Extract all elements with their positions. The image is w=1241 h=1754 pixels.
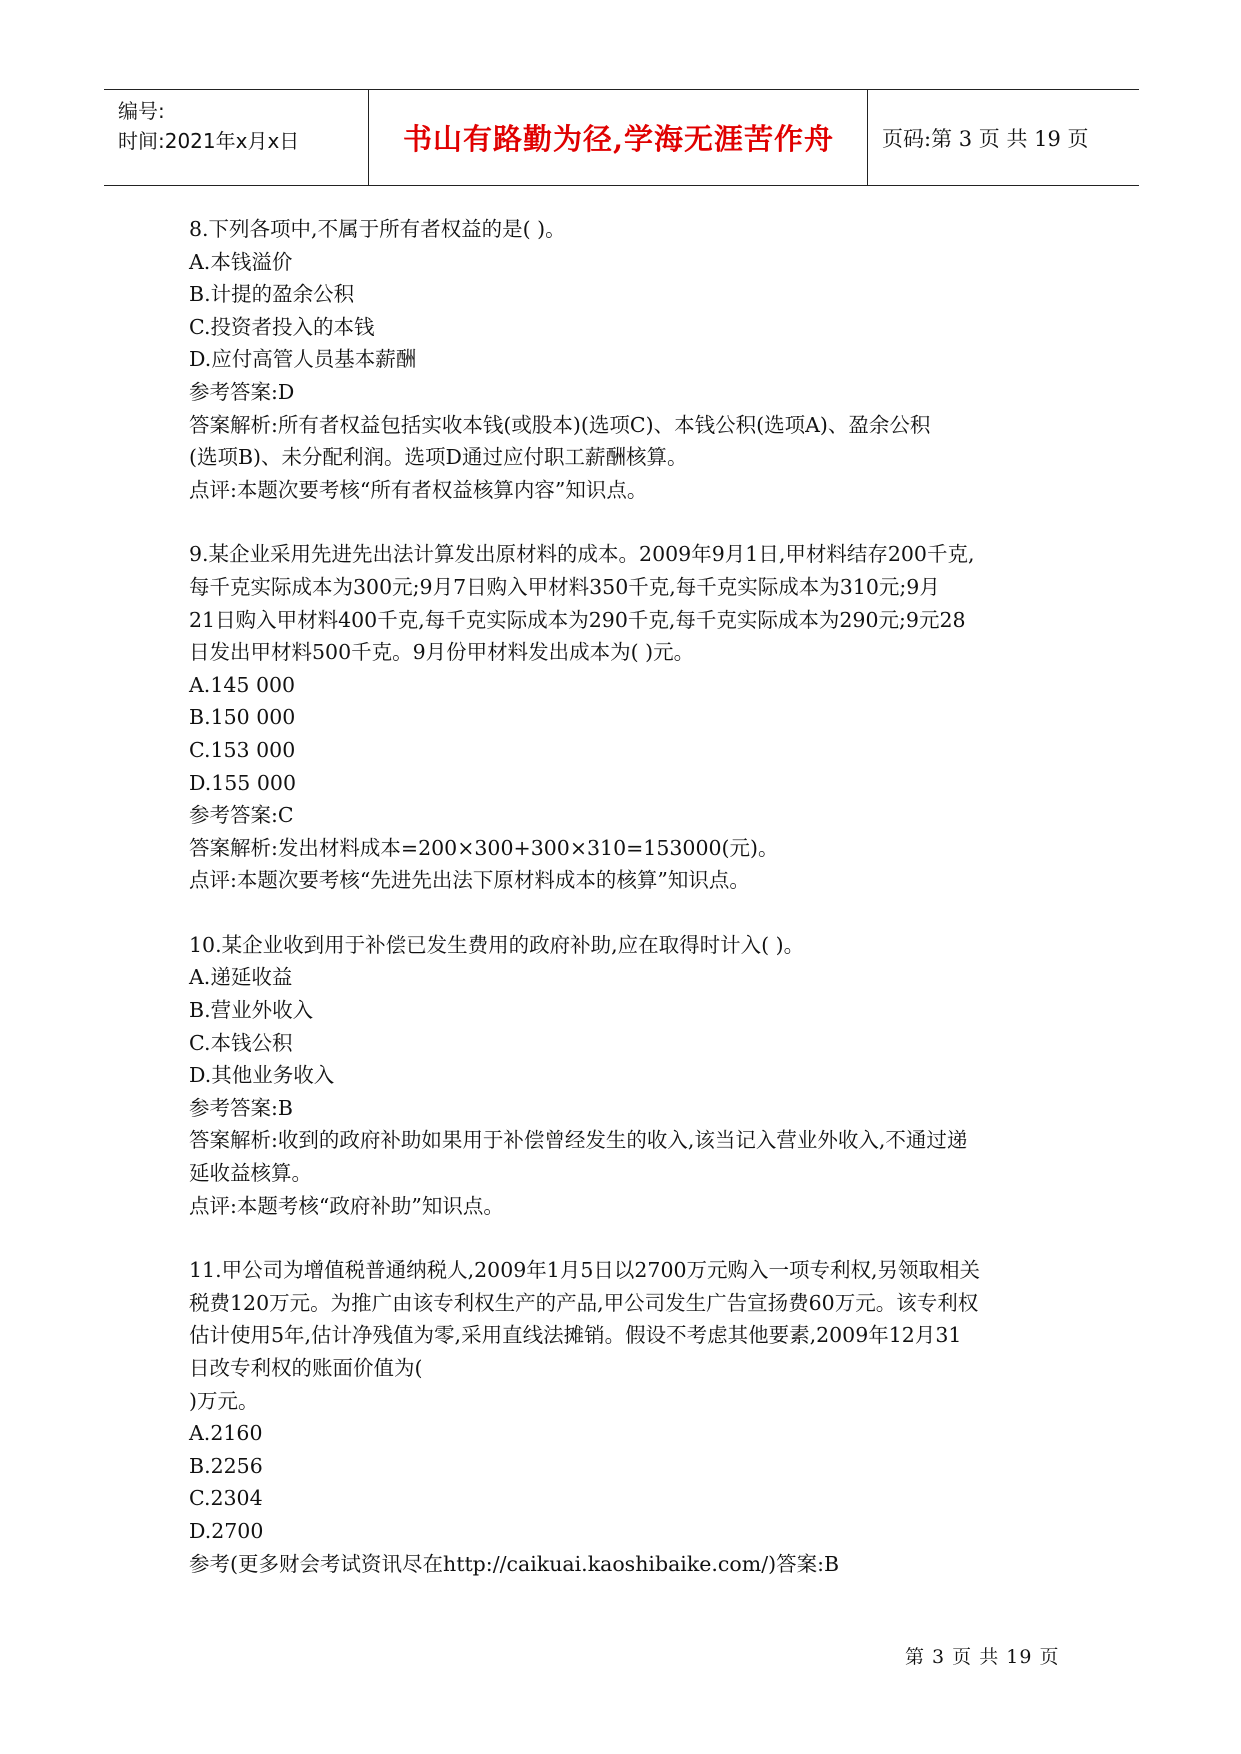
question-stem-line: 估计使用5年,估计净残值为零,采用直线法摊销。假设不考虑其他要素,2009年12月31 [189, 1323, 962, 1348]
reference-answer: 参考(更多财会考试资讯尽在http://caikuai.kaoshibaike.com/)答案:B [189, 1551, 840, 1576]
number-label: 编号: [118, 99, 165, 123]
answer-option: A.本钱溢价 [189, 249, 293, 274]
question-stem-line: 11.甲公司为增值税普通纳税人,2009年1月5日以2700万元购入一项专利权,另领取相关 [189, 1258, 981, 1283]
question-stem-line: 8.下列各项中,不属于所有者权益的是( )。 [189, 217, 566, 241]
question-list [189, 213, 1069, 1612]
header-divider [368, 90, 369, 185]
answer-option: C.153 000 [189, 737, 296, 762]
question-stem-line: 每千克实际成本为300元;9月7日购入甲材料350千克,每千克实际成本为310元;9月 [189, 574, 940, 599]
time-label: 时间:2021年x月x日 [118, 129, 300, 153]
page-footer: 第 3 页 共 19 页 [905, 1646, 1060, 1668]
answer-option: A.145 000 [189, 672, 296, 697]
answer-option: A.2160 [189, 1421, 263, 1446]
question-block [189, 929, 1069, 1222]
answer-analysis-line: 延收益核算。 [189, 1161, 312, 1186]
reference-answer: 参考答案:D [189, 379, 295, 404]
answer-option: C.本钱公积 [189, 1030, 293, 1055]
answer-option: B.营业外收入 [189, 998, 314, 1023]
answer-option: A.递延收益 [189, 965, 293, 990]
answer-option: D.应付高管人员基本薪酬 [189, 347, 417, 372]
answer-analysis-line: 答案解析:发出材料成本=200×300+300×310=153000(元)。 [189, 835, 779, 860]
header-page-label: 页码:第 3 页 共 19 页 [882, 126, 1089, 151]
answer-option: D.其他业务收入 [189, 1063, 335, 1088]
question-comment: 点评:本题次要考核“先进先出法下原材料成本的核算”知识点。 [189, 868, 750, 893]
answer-option: D.155 000 [189, 770, 296, 795]
question-block [189, 538, 1069, 897]
answer-option: B.计提的盈余公积 [189, 282, 355, 307]
answer-option: D.2700 [189, 1518, 264, 1543]
header-divider [867, 90, 868, 185]
reference-answer: 参考答案:C [189, 803, 294, 828]
question-block [189, 213, 1069, 506]
answer-option: C.2304 [189, 1486, 263, 1511]
answer-option: B.2256 [189, 1453, 263, 1478]
answer-analysis-line: 答案解析:所有者权益包括实收本钱(或股本)(选项C)、本钱公积(选项A)、盈余公积 [189, 412, 931, 437]
answer-option: C.投资者投入的本钱 [189, 314, 375, 339]
reference-answer: 参考答案:B [189, 1095, 293, 1120]
question-stem-line: 9.某企业采用先进先出法计算发出原材料的成本。2009年9月1日,甲材料结存200千克, [189, 542, 975, 567]
answer-analysis-line: (选项B)、未分配利润。选项D通过应付职工薪酬核算。 [189, 445, 688, 470]
question-stem-line: 10.某企业收到用于补偿已发生费用的政府补助,应在取得时计入( )。 [189, 932, 805, 957]
question-stem-line: 21日购入甲材料400千克,每千克实际成本为290千克,每千克实际成本为290元;9元28 [189, 607, 966, 632]
question-stem-line: 日改专利权的账面价值为( [189, 1356, 423, 1380]
header-table [104, 89, 1139, 186]
question-stem-line: 日发出甲材料500千克。9月份甲材料发出成本为( )元。 [189, 640, 695, 665]
question-stem-line: 税费120万元。为推广由该专利权生产的产品,甲公司发生广告宣扬费60万元。该专利权 [189, 1290, 979, 1315]
question-comment: 点评:本题次要考核“所有者权益核算内容”知识点。 [189, 477, 648, 502]
question-comment: 点评:本题考核“政府补助”知识点。 [189, 1193, 504, 1218]
header-meta [118, 96, 299, 156]
answer-analysis-line: 答案解析:收到的政府补助如果用于补偿曾经发生的收入,该当记入营业外收入,不通过递 [189, 1128, 968, 1153]
header-motto: 书山有路勤为径,学海无涯苦作舟 [402, 122, 835, 156]
question-block [189, 1254, 1069, 1580]
answer-option: B.150 000 [189, 705, 296, 730]
question-stem-line: )万元。 [189, 1388, 259, 1413]
